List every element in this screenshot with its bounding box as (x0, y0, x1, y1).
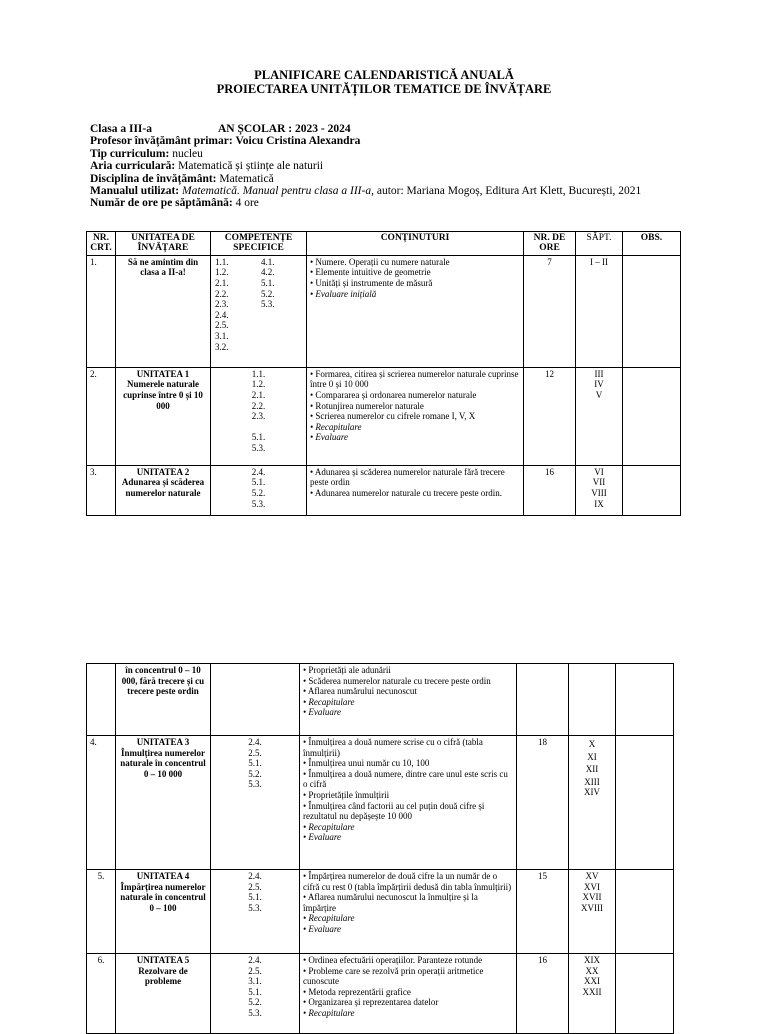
header-nr: NR. CRT. (87, 232, 116, 256)
content-item: • Scrierea numerelor cu cifrele romane I, V, X (310, 411, 476, 422)
row-unit (116, 664, 211, 736)
class-label: Clasa a III-a (90, 123, 152, 135)
row-weeks (569, 954, 616, 1034)
row-unit (116, 954, 211, 1034)
week-item: V (595, 390, 603, 400)
row-nr: 3. (87, 465, 116, 515)
textbook-label: Manualul utilizat: (90, 185, 180, 198)
meta-discipline (90, 173, 641, 185)
content-item: • Formarea, citirea și scrierea numerelor naturale cuprinse între 0 și 10 000 (310, 368, 519, 390)
meta-textbook (90, 185, 641, 197)
content-item: • Aflarea numărului necunoscut la înmulțire și la împărțire (303, 892, 478, 913)
content-item: • Adunarea și scăderea numerelor naturale fără trecere peste ordin (310, 466, 505, 488)
table-row (87, 736, 674, 870)
competence-item: 2.2. (215, 288, 229, 299)
competence-item: 2.5. (248, 965, 262, 976)
competence-item: 1.2. (215, 267, 229, 278)
competence-item: 5.2. (248, 768, 262, 779)
content-item: • Evaluare inițială (310, 288, 377, 299)
row-unit (116, 255, 211, 367)
row-contents (300, 664, 517, 736)
hours-label: Număr de ore pe săptămână: (90, 197, 233, 210)
unit-subtitle: Adunarea și scăderea numerelor naturale (121, 477, 205, 498)
content-item: • Înmulțirea a două numere scrise cu o cifră (tabla înmulțirii) (303, 737, 483, 758)
competence-item: 1.1. (251, 368, 266, 379)
competence-item: 5.3. (248, 1007, 262, 1018)
row-obs (623, 367, 681, 465)
planning-table-part2 (86, 663, 674, 1034)
content-item: • Înmulțirea când factorii au cel puțin două cifre și rezultatul nu depășește 10 000 (303, 800, 485, 822)
unit-title: Să ne amintim din clasa a II-a! (127, 256, 199, 278)
week-item: XX (585, 965, 599, 976)
competence-item (214, 422, 303, 433)
week-item: VIII (591, 488, 607, 498)
competence-item: 2.4. (251, 466, 266, 477)
table-header-row (87, 232, 681, 256)
competence-item: 5.1. (251, 432, 266, 443)
row-competences (211, 736, 300, 870)
content-item: • Evaluare (303, 707, 342, 718)
content-item: • Metoda reprezentării grafice (303, 986, 411, 997)
row-weeks (576, 255, 623, 367)
competence-item: 5.3. (248, 902, 262, 913)
competence-item: 5.2. (251, 488, 266, 498)
content-item: • Unități și instrumente de măsură (310, 278, 433, 288)
week-item: XXII (582, 986, 602, 997)
week-item: I – II (590, 256, 608, 267)
competence-item: 5.3. (251, 442, 266, 453)
competence-item: 2.1. (215, 278, 229, 288)
row-unit (116, 870, 211, 954)
competence-item: 2.1. (251, 390, 266, 400)
week-item: XVI (584, 881, 600, 892)
content-item: • Aflarea numărului necunoscut (303, 686, 417, 697)
table-row (87, 664, 674, 736)
row-hours: 15 (517, 870, 569, 954)
row-hours: 16 (517, 954, 569, 1034)
content-item: • Evaluare (303, 923, 342, 934)
competence-item: 1.1. (215, 256, 229, 267)
document-subtitle: PROIECTAREA UNITĂȚILOR TEMATICE DE ÎNVĂȚARE (216, 82, 552, 96)
discipline-label: Disciplina de învățământ: (90, 172, 217, 185)
row-contents (307, 255, 524, 367)
week-item: VII (592, 477, 606, 488)
row-nr: 4. (87, 736, 116, 870)
competence-item: 3.1. (248, 976, 262, 987)
competence-item: 5.1. (251, 477, 266, 488)
content-item: • Proprietățile înmulțirii (303, 789, 390, 800)
content-item: • Recapitulare (310, 421, 362, 432)
row-obs (623, 255, 681, 367)
week-item: XVIII (581, 902, 603, 913)
row-competences (211, 870, 300, 954)
row-unit (116, 465, 211, 515)
content-item: • Probleme care se rezolvă prin operații aritmetice cunoscute (303, 965, 484, 987)
teacher-label: Profesor învățământ primar: (90, 135, 233, 148)
textbook-details: , autor: Mariana Mogoș, Editura Art Klett, București, 2021 (371, 185, 642, 198)
content-item: • Recapitulare (303, 821, 355, 832)
week-item: XIV (584, 787, 600, 798)
row-contents (300, 954, 517, 1034)
unit-subtitle: Numerele naturale cuprinse între 0 și 10 000 (123, 379, 203, 411)
content-item: • Evaluare (303, 832, 342, 843)
meta-curricular-area (90, 160, 641, 172)
competence-item: 2.4. (248, 737, 262, 747)
table-row (87, 367, 681, 465)
curricular-area-label: Aria curriculară: (90, 160, 176, 173)
week-item: XIII (584, 776, 600, 787)
content-item: • Rotunjirea numerelor naturale (310, 400, 424, 411)
row-competences (211, 367, 307, 465)
unit-subtitle: în concentrul 0 – 10 000, fără trecere și cu trecere peste ordin (121, 665, 205, 697)
competence-item: 5.3. (251, 498, 266, 509)
week-item: XXI (584, 976, 600, 987)
meta-teacher (90, 135, 641, 147)
content-item: • Numere. Operații cu numere naturale (310, 256, 450, 267)
week-item: XVII (582, 892, 602, 903)
row-obs (616, 954, 674, 1034)
meta-curriculum-type (90, 148, 641, 160)
competence-item: 2.5. (215, 320, 229, 331)
table-row (87, 465, 681, 515)
competence-item: 2.4. (248, 955, 262, 965)
competence-item: 5.2. (248, 997, 262, 1008)
row-weeks (569, 664, 616, 736)
row-contents (300, 736, 517, 870)
planning-table-part1 (86, 231, 681, 516)
week-item: VI (594, 466, 604, 477)
header-unit: UNITATEA DE ÎNVĂȚARE (116, 232, 211, 256)
row-contents (307, 367, 524, 465)
row-competences (211, 255, 307, 367)
meta-hours (90, 197, 641, 209)
row-competences (211, 465, 307, 515)
header-competences: COMPETENȚE SPECIFICE (211, 232, 307, 256)
week-item: XIX (584, 955, 600, 965)
school-year-label: AN ȘCOLAR : (217, 123, 293, 135)
unit-subtitle: Înmulțirea numerelor naturale în concentrul 0 – 10 000 (120, 747, 206, 779)
competence-item: 5.3. (261, 299, 275, 310)
row-obs (623, 465, 681, 515)
document-meta (90, 123, 641, 210)
row-obs (616, 664, 674, 736)
week-item: X (588, 739, 596, 749)
content-item: • Recapitulare (303, 696, 355, 707)
row-nr: 2. (87, 367, 116, 465)
content-item: • Înmulțirea unui număr cu 10, 100 (303, 758, 430, 769)
table-row (87, 954, 674, 1034)
row-competences (211, 954, 300, 1034)
row-hours: 7 (524, 255, 576, 367)
content-item: • Proprietăți ale adunării (303, 665, 391, 675)
week-item: XV (585, 871, 599, 881)
competence-item: 3.2. (215, 341, 229, 352)
hours-value: 4 ore (235, 197, 259, 210)
content-item: • Recapitulare (303, 1007, 355, 1018)
competence-item: 2.4. (248, 871, 262, 881)
header-weeks: SĂPT. (576, 232, 623, 256)
competence-item: 2.5. (248, 747, 262, 758)
row-obs (616, 870, 674, 954)
row-obs (616, 736, 674, 870)
row-weeks (576, 367, 623, 465)
row-nr (87, 664, 116, 736)
week-item: IX (594, 498, 604, 509)
content-item: • Împărțirea numerelor de două cifre la un număr de o cifră cu rest 0 (tabla împărțirii dedusă din tabla înmulțirii) (303, 871, 512, 892)
row-nr: 6. (87, 954, 116, 1034)
row-hours: 18 (517, 736, 569, 870)
competence-item: 2.4. (215, 309, 229, 320)
curriculum-type-value: nucleu (172, 147, 203, 160)
table-row (87, 255, 681, 367)
row-nr: 1. (87, 255, 116, 367)
row-hours: 16 (524, 465, 576, 515)
content-item: • Scăderea numerelor naturale cu trecere peste ordin (303, 675, 491, 686)
competence-item: 5.1. (248, 892, 262, 903)
competence-item: 2.3. (215, 299, 229, 310)
competence-item: 5.3. (248, 779, 262, 790)
competence-item: 4.1. (261, 256, 275, 267)
header-hours: NR. DE ORE (524, 232, 576, 256)
competence-item: 1.2. (251, 379, 266, 390)
unit-subtitle: Împărțirea numerelor naturale în concentrul 0 – 100 (120, 881, 206, 913)
competence-item: 5.2. (261, 288, 275, 299)
competence-item: 5.1. (248, 758, 262, 769)
week-item: XI (587, 751, 597, 762)
row-unit (116, 367, 211, 465)
row-weeks (576, 465, 623, 515)
row-contents (307, 465, 524, 515)
content-item: • Înmulțirea a două numere, dintre care unul este scris cu o cifră (303, 768, 508, 790)
content-item: • Evaluare (310, 432, 349, 443)
row-unit (116, 736, 211, 870)
week-item: IV (594, 379, 604, 390)
row-hours: 12 (524, 367, 576, 465)
content-item: • Adunarea numerelor naturale cu trecere peste ordin. (310, 488, 503, 498)
competence-item: 2.2. (251, 400, 266, 411)
unit-subtitle: Rezolvare de probleme (138, 965, 188, 987)
competence-item: 2.3. (251, 411, 266, 422)
competence-item: 2.5. (248, 881, 262, 892)
competence-item: 5.1. (261, 278, 275, 288)
unit-title: UNITATEA 2 (136, 466, 190, 477)
unit-title: UNITATEA 3 (136, 737, 190, 747)
content-item: • Recapitulare (303, 913, 355, 924)
week-item: III (594, 368, 604, 379)
row-nr: 5. (87, 870, 116, 954)
header-contents: CONȚINUTURI (307, 232, 524, 256)
row-weeks (569, 870, 616, 954)
content-item: • Compararea și ordonarea numerelor naturale (310, 390, 477, 400)
competence-item: 4.2. (261, 267, 275, 278)
content-item: • Elemente intuitive de geometrie (310, 267, 431, 278)
curricular-area-value: Matematică și științe ale naturii (178, 160, 324, 173)
meta-class-year (90, 123, 641, 135)
unit-title: UNITATEA 4 (136, 871, 190, 881)
competence-item: 3.1. (215, 330, 229, 341)
unit-title: UNITATEA 1 (136, 368, 190, 379)
textbook-title: Matematică. Manual pentru clasa a III-a (182, 185, 372, 198)
row-hours (517, 664, 569, 736)
content-item: • Organizarea și reprezentarea datelor (303, 997, 439, 1008)
content-item: • Ordinea efectuării operațiilor. Paranteze rotunde (303, 955, 483, 965)
unit-title: UNITATEA 5 (136, 955, 190, 965)
document-title: PLANIFICARE CALENDARISTICĂ ANUALĂ (254, 68, 514, 82)
table-row (87, 870, 674, 954)
teacher-value: Voicu Cristina Alexandra (235, 135, 361, 148)
school-year-value: 2023 - 2024 (294, 123, 351, 135)
row-contents (300, 870, 517, 954)
curriculum-type-label: Tip curriculum: (90, 147, 170, 160)
row-weeks (569, 736, 616, 870)
row-competences (211, 664, 300, 736)
header-obs: OBS. (623, 232, 681, 256)
discipline-value: Matematică (219, 172, 274, 185)
competence-item: 5.1. (248, 986, 262, 997)
week-item: XII (585, 764, 599, 774)
